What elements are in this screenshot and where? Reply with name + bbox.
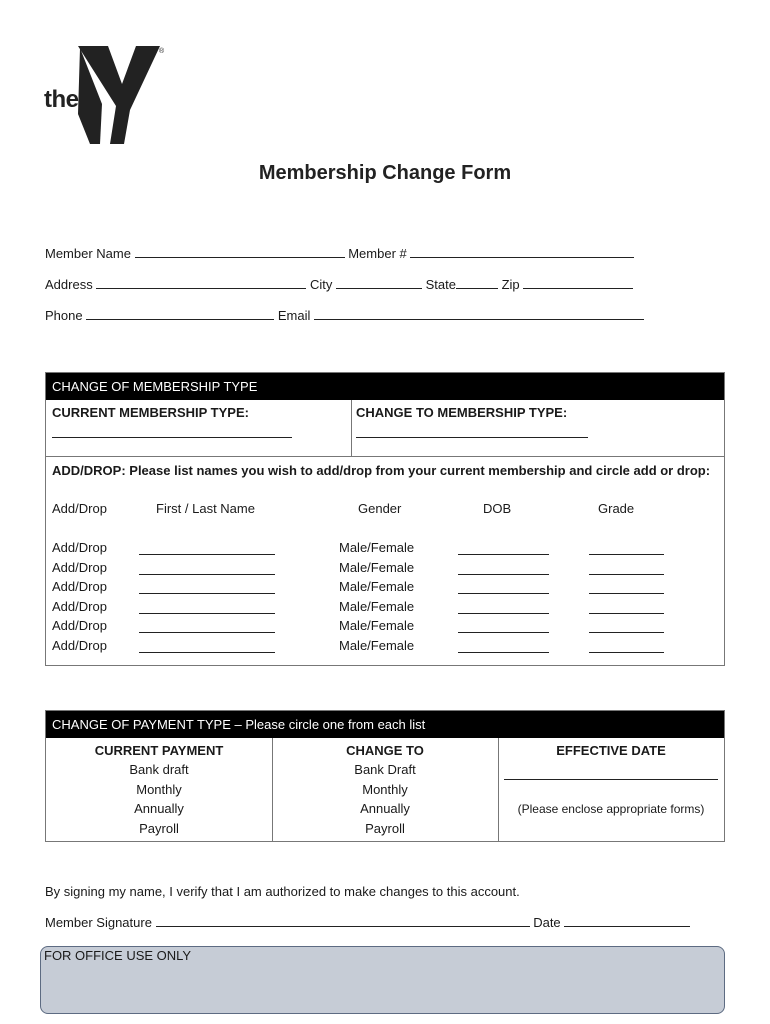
signature-label: Member Signature (45, 915, 152, 930)
date-field[interactable] (564, 915, 690, 927)
name-field[interactable] (139, 574, 275, 575)
grade-field[interactable] (589, 574, 664, 575)
column-header-dob: DOB (483, 501, 512, 516)
effective-date-note: (Please enclose appropriate forms) (517, 802, 705, 816)
add-drop-option[interactable]: Add/Drop (52, 559, 107, 575)
name-field[interactable] (139, 652, 275, 653)
change-to-payment-option[interactable]: Payroll (365, 820, 405, 836)
membership-section-header: CHANGE OF MEMBERSHIP TYPE (46, 373, 724, 400)
city-label: City (309, 277, 333, 292)
grade-field[interactable] (589, 554, 664, 555)
column-header-name: First / Last Name (156, 501, 255, 516)
change-membership-cell (351, 400, 724, 456)
current-payment-option[interactable]: Bank draft (129, 762, 189, 777)
change-to-payment-option[interactable]: Monthly (362, 781, 408, 797)
date-label: Date (533, 915, 561, 930)
email-field[interactable] (314, 308, 644, 320)
current-membership-field[interactable] (52, 437, 292, 438)
grade-field[interactable] (589, 652, 664, 653)
office-use-label: FOR OFFICE USE ONLY (44, 948, 192, 963)
zip-field[interactable] (523, 277, 633, 289)
state-field[interactable] (456, 277, 498, 289)
state-label: State (425, 277, 456, 292)
logo-ymca-text: YMCA (129, 115, 146, 137)
dob-field[interactable] (458, 632, 549, 633)
name-field[interactable] (139, 613, 275, 614)
current-payment-title: CURRENT PAYMENT (94, 743, 224, 758)
add-drop-option[interactable]: Add/Drop (52, 598, 107, 614)
member-number-label: Member # (348, 246, 407, 261)
change-membership-label: CHANGE TO MEMBERSHIP TYPE: (356, 405, 568, 420)
column-header-grade: Grade (598, 501, 635, 516)
signature-row (45, 915, 690, 930)
member-info-row-2 (45, 277, 633, 292)
grade-field[interactable] (589, 632, 664, 633)
dob-field[interactable] (458, 593, 549, 594)
change-to-payment-title: CHANGE TO (346, 743, 424, 758)
payment-change-section (45, 710, 725, 842)
address-label: Address (45, 277, 93, 292)
city-field[interactable] (336, 277, 422, 289)
current-membership-label: CURRENT MEMBERSHIP TYPE: (52, 405, 249, 420)
gender-option[interactable]: Male/Female (339, 598, 415, 614)
member-info-row-1 (45, 246, 634, 261)
payment-section-header: CHANGE OF PAYMENT TYPE – Please circle one from each list (46, 711, 724, 738)
gender-option[interactable]: Male/Female (339, 579, 415, 594)
add-drop-option[interactable]: Add/Drop (52, 618, 107, 633)
page-title: Membership Change Form (258, 162, 512, 184)
member-info-row-3 (45, 308, 644, 323)
dob-field[interactable] (458, 554, 549, 555)
change-membership-field[interactable] (356, 437, 588, 438)
current-payment-option[interactable]: Monthly (136, 781, 182, 797)
change-to-payment-column (272, 738, 499, 841)
logo-word: the (44, 86, 79, 113)
change-to-payment-option[interactable]: Annually (360, 801, 410, 816)
current-payment-option[interactable]: Annually (134, 801, 184, 816)
member-name-label: Member Name (45, 246, 131, 261)
name-field[interactable] (139, 593, 275, 594)
membership-change-section (45, 372, 725, 666)
logo-registered-mark: ® (159, 48, 165, 55)
gender-option[interactable]: Male/Female (339, 559, 415, 575)
add-drop-option[interactable]: Add/Drop (52, 637, 107, 653)
signature-field[interactable] (156, 915, 530, 927)
effective-date-title: EFFECTIVE DATE (556, 743, 666, 758)
name-field[interactable] (139, 632, 275, 633)
add-drop-instructions: ADD/DROP: Please list names you wish to add/drop from your current membership and circle add or drop: (52, 463, 711, 478)
gender-option[interactable]: Male/Female (339, 618, 415, 633)
name-field[interactable] (139, 554, 275, 555)
effective-date-column (498, 738, 724, 841)
column-header-add-drop: Add/Drop (52, 501, 107, 516)
member-number-field[interactable] (410, 246, 634, 258)
current-payment-option[interactable]: Payroll (139, 820, 179, 836)
grade-field[interactable] (589, 593, 664, 594)
current-membership-cell (46, 400, 352, 456)
dob-field[interactable] (458, 652, 549, 653)
member-name-field[interactable] (135, 246, 345, 258)
gender-option[interactable]: Male/Female (339, 540, 415, 555)
zip-label: Zip (501, 277, 520, 292)
grade-field[interactable] (589, 613, 664, 614)
phone-field[interactable] (86, 308, 274, 320)
email-label: Email (277, 308, 311, 323)
add-drop-option[interactable]: Add/Drop (52, 579, 107, 594)
office-use-box (40, 946, 725, 1014)
effective-date-field[interactable] (504, 779, 718, 780)
dob-field[interactable] (458, 574, 549, 575)
dob-field[interactable] (458, 613, 549, 614)
column-header-gender: Gender (358, 501, 402, 516)
authorization-statement: By signing my name, I verify that I am authorized to make changes to this account. (45, 884, 520, 899)
add-drop-option[interactable]: Add/Drop (52, 540, 107, 555)
current-payment-column (46, 738, 273, 841)
address-field[interactable] (96, 277, 306, 289)
change-to-payment-option[interactable]: Bank Draft (354, 762, 416, 777)
phone-label: Phone (45, 308, 83, 323)
gender-option[interactable]: Male/Female (339, 637, 415, 653)
membership-type-row (46, 400, 724, 457)
